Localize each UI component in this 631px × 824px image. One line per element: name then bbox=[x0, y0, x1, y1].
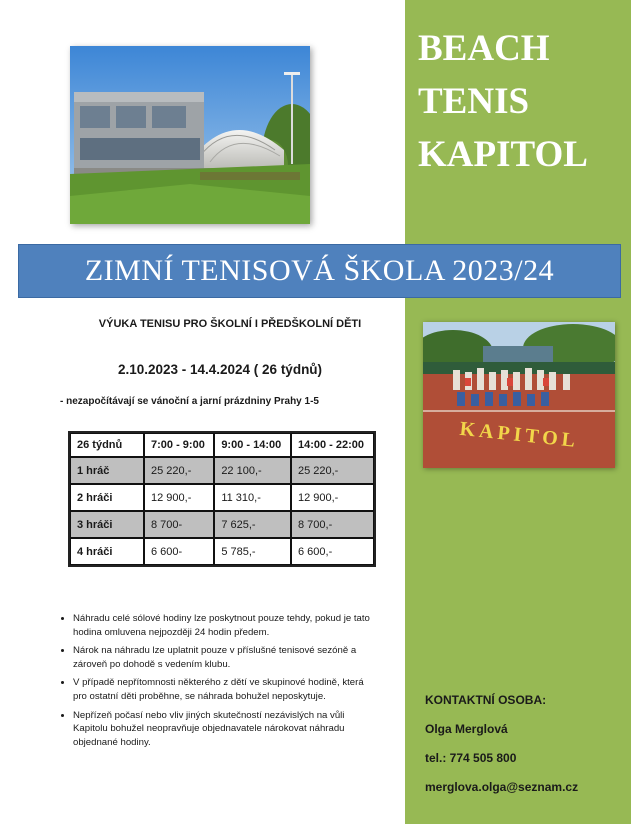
children-group-photo bbox=[423, 322, 615, 468]
panel-divider bbox=[402, 0, 405, 824]
price-cell: 6 600,- bbox=[291, 538, 374, 565]
price-cell: 25 220,- bbox=[144, 457, 214, 484]
table-header: 26 týdnů bbox=[70, 433, 144, 457]
row-label: 4 hráči bbox=[70, 538, 144, 565]
price-cell: 7 625,- bbox=[214, 511, 291, 538]
price-cell: 25 220,- bbox=[291, 457, 374, 484]
program-subtitle: VÝUKA TENISU PRO ŠKOLNÍ I PŘEDŠKOLNÍ DĚTI bbox=[98, 318, 362, 330]
price-cell: 22 100,- bbox=[214, 457, 291, 484]
contact-heading: KONTAKTNÍ OSOBA: bbox=[425, 693, 547, 707]
row-label: 1 hráč bbox=[70, 457, 144, 484]
price-table bbox=[68, 431, 376, 567]
list-item: • V případě nepřítomnosti některého z dětí ve skupinové hodině, která pro ostatní děti proběhne, se náhrada bohužel neposkytuje. bbox=[73, 676, 373, 703]
table-row bbox=[70, 484, 374, 511]
price-cell: 6 600- bbox=[144, 538, 214, 565]
table-row bbox=[70, 538, 374, 565]
title-line: TENIS bbox=[418, 81, 530, 122]
title-line: KAPITOL bbox=[418, 134, 588, 175]
price-cell: 12 900,- bbox=[291, 484, 374, 511]
holiday-note: - nezapočítávají se vánoční a jarní prázdniny Prahy 1-5 bbox=[60, 396, 319, 407]
table-header: 14:00 - 22:00 bbox=[291, 433, 374, 457]
rules-list bbox=[55, 612, 373, 754]
title-line: BEACH bbox=[418, 28, 550, 69]
table-header: 9:00 - 14:00 bbox=[214, 433, 291, 457]
list-item: • Nárok na náhradu lze uplatnit pouze v příslušné tenisové sezóně a zároveň po dohodě s vedením klubu. bbox=[73, 644, 373, 671]
price-cell: 5 785,- bbox=[214, 538, 291, 565]
contact-name: Olga Merglová bbox=[425, 722, 508, 736]
season-dates: 2.10.2023 - 14.4.2024 ( 26 týdnů) bbox=[117, 362, 323, 377]
club-building-illustration bbox=[70, 46, 310, 224]
table-header-row bbox=[70, 433, 374, 457]
winter-school-banner: ZIMNÍ TENISOVÁ ŠKOLA 2023/24 bbox=[18, 244, 621, 298]
row-label: 2 hráči bbox=[70, 484, 144, 511]
row-label: 3 hráči bbox=[70, 511, 144, 538]
table-row bbox=[70, 511, 374, 538]
children-group-illustration bbox=[423, 322, 615, 468]
list-item: • Nepřízeň počasí nebo vliv jiných skutečností nezávislých na vůli Kapitolu bohužel neopravňuje objednavatele nárokovat náhradu objednané hodiny. bbox=[73, 709, 373, 750]
price-cell: 8 700- bbox=[144, 511, 214, 538]
court-ball-lettering: KAPITOL bbox=[458, 417, 581, 453]
club-building-photo bbox=[70, 46, 310, 224]
list-item: • Náhradu celé sólové hodiny lze poskytnout pouze tehdy, pokud je tato hodina omluvena nejpozději 24 hodin předem. bbox=[73, 612, 373, 639]
contact-block bbox=[425, 693, 625, 809]
price-cell: 11 310,- bbox=[214, 484, 291, 511]
table-header: 7:00 - 9:00 bbox=[144, 433, 214, 457]
contact-email: merglova.olga@seznam.cz bbox=[425, 780, 579, 794]
price-cell: 12 900,- bbox=[144, 484, 214, 511]
price-cell: 8 700,- bbox=[291, 511, 374, 538]
table-row bbox=[70, 457, 374, 484]
contact-phone: tel.: 774 505 800 bbox=[425, 751, 517, 765]
club-title bbox=[418, 22, 623, 181]
